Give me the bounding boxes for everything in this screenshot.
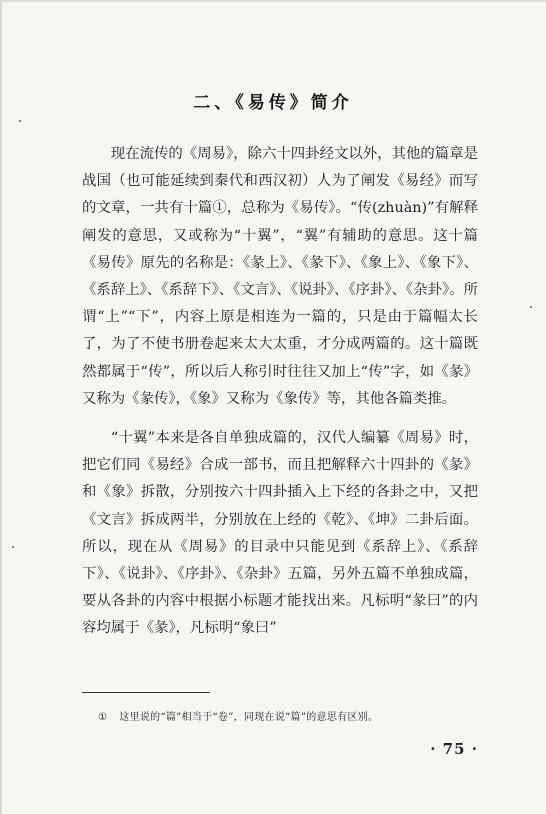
page-top-edge [0,0,546,2]
body-paragraph: 现在流传的《周易》，除六十四卦经文以外，其他的篇章是战国（也可能延续到秦代和西汉初）人为了阐发《易经》而写的文章，一共有十篇①，总称为《易传》。“传(zhuàn)”有解释阐发的意思，又或称为“十翼”，“翼”有辅助的意思。这十篇《易传》原先的名称是：《彖上》、《彖下》、《象上》、《象下》、《系辞上》、《系辞下》、《文言》、《说卦》、《序卦》、《杂卦》。所谓“上”“下”，内容上原是相连为一篇的，只是由于篇幅太长了，为了不使书册卷起来太大太重，才分成两篇的。这十篇既然都属于“传”，所以后人称引时往往又加上“传”字，如《彖》又称为《彖传》，《象》又称为《象传》等，其他各篇类推。 [82,146,478,407]
footnote-separator [82,692,210,693]
body-paragraph: “十翼”本来是各自单独成篇的，汉代人编纂《周易》时，把它们同《易经》合成一部书，而且把解释六十四卦的《彖》和《象》拆散，分别按六十四卦插入上下经的各卦之中，又把《文言》拆成两半，分别放在上经的《乾》、《坤》二卦后面。所以，现在从《周易》的目录中只能见到《系辞上》、《系辞下》、《说卦》、《序卦》、《杂卦》五篇，另外五篇不单独成篇，要从各卦的内容中根据小标题才能找出来。凡标明“彖曰”的内容均属于《彖》，凡标明“象曰” [82,430,478,637]
section-heading: 二、《易传》简介 [193,93,353,113]
page-left-edge [0,0,2,814]
footnote-text: 这里说的“篇”相当于“卷”，同现在说“篇”的意思有区别。 [119,712,379,723]
footnote-marker: ① [98,712,108,723]
page-number: · 75 · [430,740,478,758]
scan-speck [19,120,21,122]
footnote [98,711,488,725]
scan-speck [530,306,532,308]
scan-speck [12,546,14,548]
